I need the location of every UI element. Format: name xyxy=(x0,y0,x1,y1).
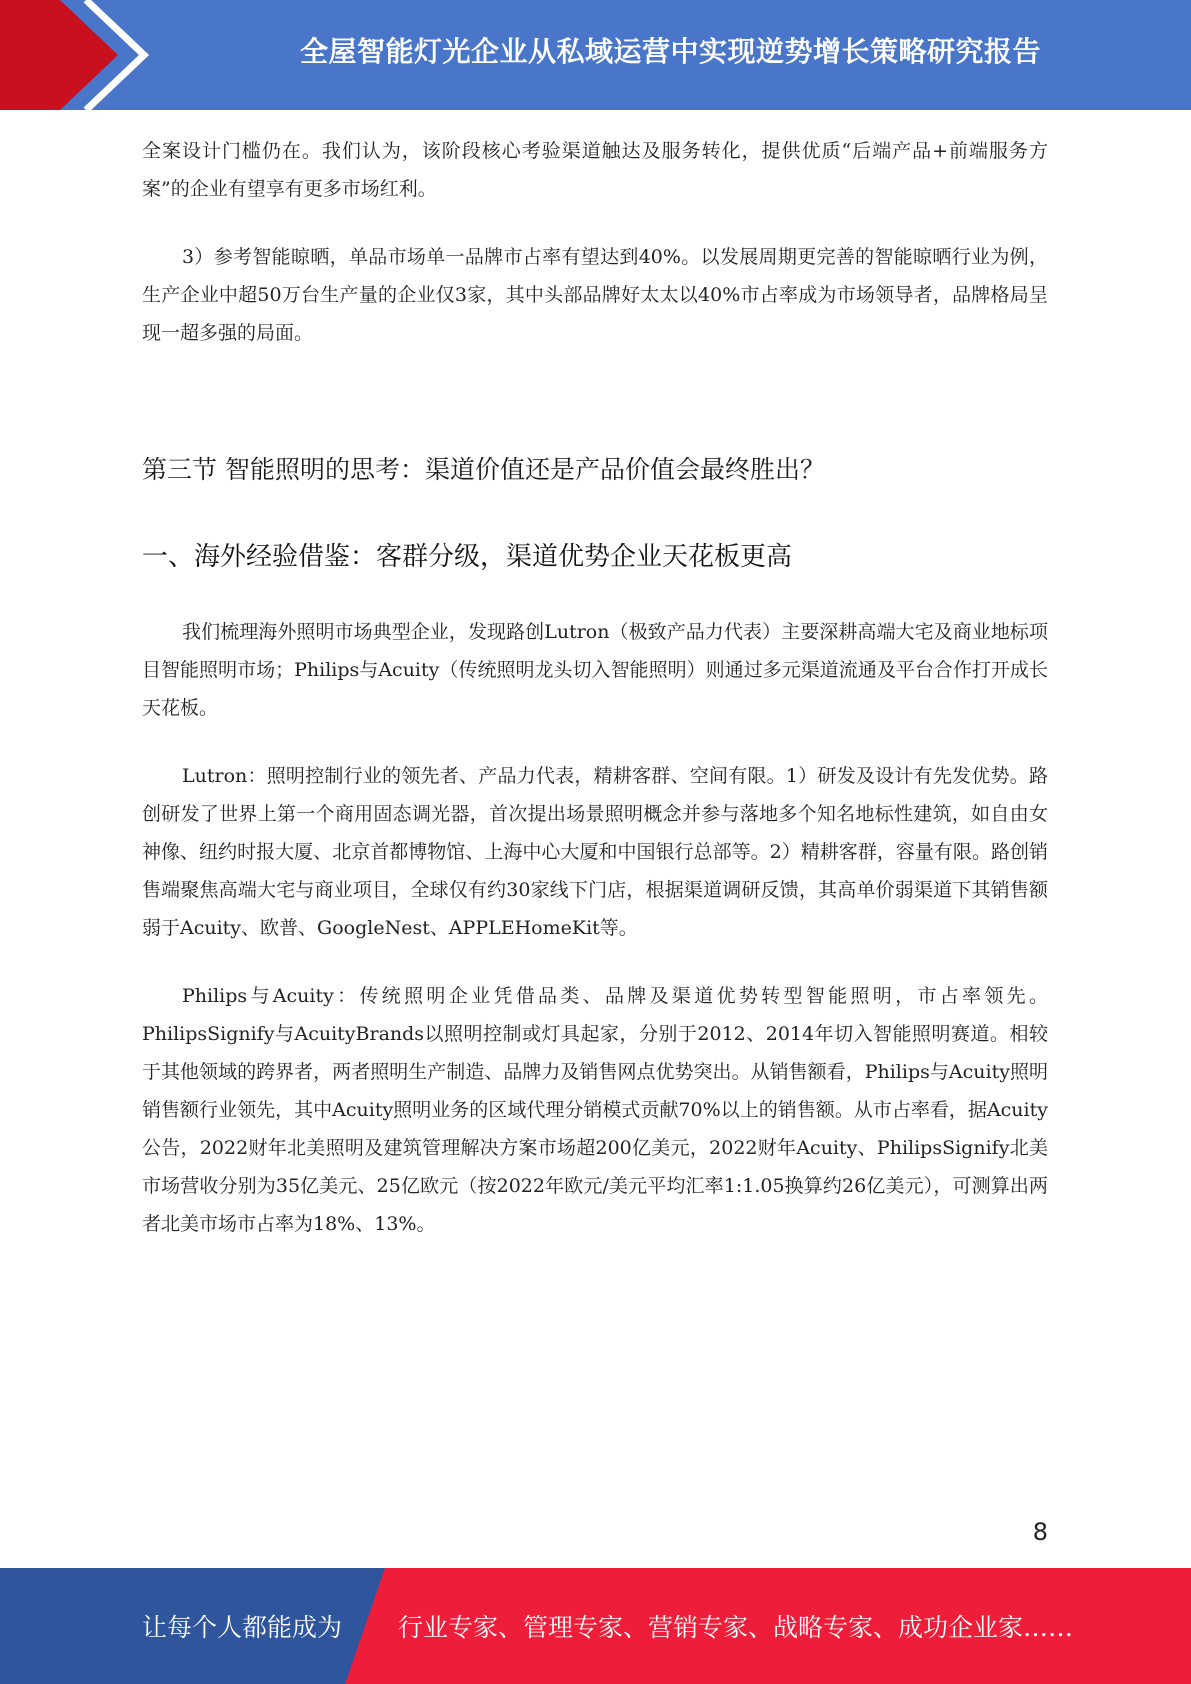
section-heading: 第三节 智能照明的思考：渠道价值还是产品价值会最终胜出？ xyxy=(142,455,825,484)
report-title: 全屋智能灯光企业从私域运营中实现逆势增长策略研究报告 xyxy=(299,35,1041,68)
paragraph-philips-acuity: Philips与Acuity：传统照明企业凭借品类、品牌及渠道优势转型智能照明，市占率领先。PhilipsSignify与AcuityBrands以照明控制或灯具起家，分别于2012、2014年切入智能照明赛道。相较于其他领域的跨界者，两者照明生产制造、品牌力及销售网点优势突出。从销售额看，Philips与Acuity照明销售额行业领先，其中Acuity照明业务的区域代理分销模式贡献70%以上的销售额。从市占率看，据Acuity公告，2022财年北美照明及建筑管理解决方案市场超200亿美元，2022财年Acuity、PhilipsSignify北美市场营收分别为35亿美元、25亿欧元（按2022年欧元/美元平均汇率1:1.05换算约26亿美元），可测算出两者北美市场市占率为18%、13%。 xyxy=(142,985,1048,1235)
page-content xyxy=(142,132,1048,1243)
paragraph-overseas-overview: 我们梳理海外照明市场典型企业，发现路创Lutron（极致产品力代表）主要深耕高端大宅及商业地标项目智能照明市场；Philips与Acuity（传统照明龙头切入智能照明）则通过多元渠道流通及平台合作打开成长天花板。 xyxy=(142,621,1048,719)
footer-slogan-left: 让每个人都能成为 xyxy=(142,1613,343,1642)
paragraph-intro: 全案设计门槛仍在。我们认为，该阶段核心考验渠道触达及服务转化，提供优质“后端产品+前端服务方案”的企业有望享有更多市场红利。 xyxy=(142,140,1048,200)
paragraph-smart-drying: 3）参考智能晾晒，单品市场单一品牌市占率有望达到40%。以发展周期更完善的智能晾晒行业为例，生产企业中超50万台生产量的企业仅3家，其中头部品牌好太太以40%市占率成为市场领导者，品牌格局呈现一超多强的局面。 xyxy=(142,246,1048,344)
page-number: 8 xyxy=(1032,1518,1048,1546)
footer-slogan-right: 行业专家、管理专家、营销专家、战略专家、成功企业家…… xyxy=(398,1613,1074,1642)
page-footer xyxy=(0,1568,1191,1684)
page-header xyxy=(0,0,1191,110)
header-arrow-decoration xyxy=(0,0,160,110)
subsection-heading: 一、海外经验借鉴：客群分级，渠道优势企业天花板更高 xyxy=(142,542,793,572)
paragraph-lutron: Lutron：照明控制行业的领先者、产品力代表，精耕客群、空间有限。1）研发及设计有先发优势。路创研发了世界上第一个商用固态调光器，首次提出场景照明概念并参与落地多个知名地标性建筑，如自由女神像、纽约时报大厦、北京首都博物馆、上海中心大厦和中国银行总部等。2）精耕客群，容量有限。路创销售端聚焦高端大宅与商业项目，全球仅有约30家线下门店，根据渠道调研反馈，其高单价弱渠道下其销售额弱于Acuity、欧普、GoogleNest、APPLEHomeKit等。 xyxy=(142,765,1048,939)
